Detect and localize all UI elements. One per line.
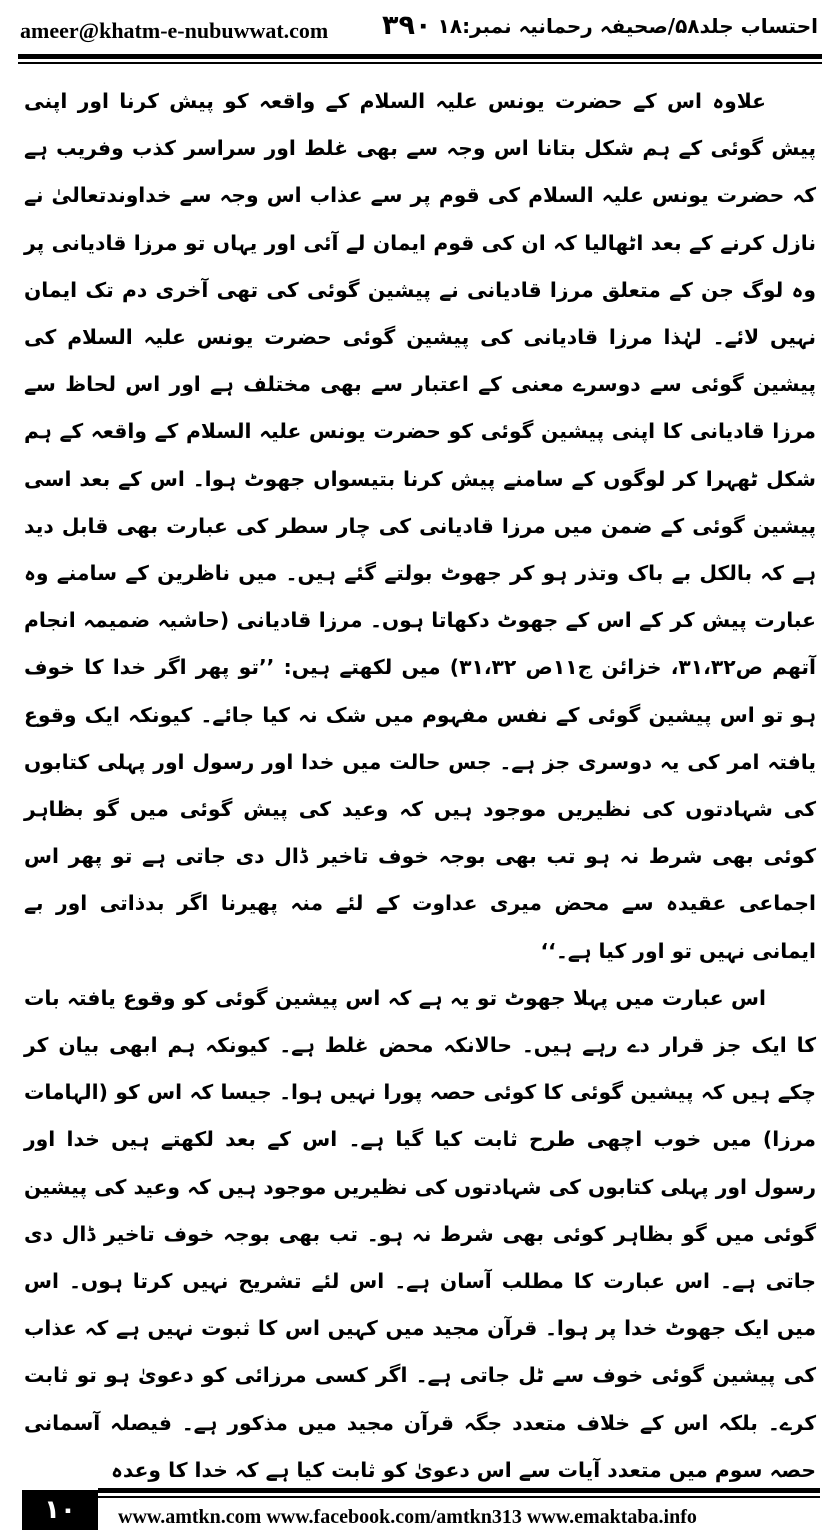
footer-page-number: ۱۰ bbox=[22, 1490, 98, 1530]
header-page-number: ۳۹۰ bbox=[382, 10, 432, 41]
paragraph-2: اس عبارت میں پہلا جھوٹ تو یہ ہے کہ اس پیشین گوئی کو وقوع یافتہ بات کا ایک جز قرار دے رہے ہیں۔ حالانکہ محض غلط ہے۔ کیونکہ ہم ابھی بیان کر چکے ہیں کہ پیشین گوئی کا کوئی حصہ پورا نہیں ہوا۔ جیسا کہ اس کو (الہامات مرزا) میں خوب اچھی طرح ثابت کیا گیا ہے۔ اس کے بعد لکھتے ہیں خدا اور رسول اور پہلی کتابوں کی شہادتوں کی نظیریں موجود ہیں کہ وعید کی پیشین گوئی میں گو بظاہر کوئی بھی شرط نہ ہو۔ تب بھی بوجہ خوف تاخیر ڈال دی جاتی ہے۔ اس عبارت کا مطلب آسان ہے۔ اس لئے تشریح نہیں کرتا ہوں۔ اس میں ایک جھوٹ خدا پر ہوا۔ قرآن مجید میں کہیں اس کا ثبوت نہیں ہے کہ عذاب کی پیشین گوئی خوف سے ٹل جاتی ہے۔ اگر کسی مرزائی کو دعویٰ ہو تو ثابت کرے۔ بلکہ اس کے خلاف متعدد جگہ قرآن مجید میں مذکور ہے۔ فیصلہ آسمانی حصہ سوم میں متعدد آیات سے اس دعویٰ کو ثابت کیا ہے کہ خدا کا وعدہ bbox=[24, 985, 816, 1482]
header-rule-thin bbox=[18, 62, 822, 64]
footer-rule-thin bbox=[98, 1496, 820, 1498]
footer-rule-thick bbox=[98, 1488, 820, 1493]
footer-urls: www.amtkn.com www.facebook.com/amtkn313 www.emaktaba.info bbox=[118, 1506, 697, 1528]
header-book-title: احتساب جلد۵۸/صحیفہ رحمانیہ نمبر:۱۸ bbox=[437, 14, 818, 38]
page-footer bbox=[0, 1486, 840, 1540]
header-rule-thick bbox=[18, 54, 822, 59]
paragraph-1: علاوہ اس کے حضرت یونس علیہ السلام کے واقعہ کو پیش کرنا اور اپنی پیش گوئی کے ہم شکل بتانا اس وجہ سے بھی غلط اور سراسر کذب وفریب ہے کہ حضرت یونس علیہ السلام کی قوم پر سے عذاب اس وجہ سے خداوندتعالیٰ نے نازل کرنے کے بعد اٹھالیا کہ ان کی قوم ایمان لے آئی اور یہاں تو مرزا قادیانی پر وہ لوگ جن کے متعلق مرزا قادیانی نے پیشین گوئی کی تھی آخری دم تک ایمان نہیں لائے۔ لہٰذا مرزا قادیانی کی پیشین گوئی حضرت یونس علیہ السلام کی پیشین گوئی سے دوسرے معنی کے اعتبار سے بھی مختلف ہے اور اس لحاظ سے مرزا قادیانی کا اپنی پیشین گوئی کو حضرت یونس علیہ السلام کے واقعہ کے ہم شکل ٹھہرا کر لوگوں کے سامنے پیش کرنا بتیسواں جھوٹ ہوا۔ اس کے بعد اسی پیشین گوئی کے ضمن میں مرزا قادیانی کی چار سطر کی عبارت بھی قابل دید ہے کہ بالکل بے باک وتذر ہو کر جھوٹ بولتے گئے ہیں۔ میں ناظرین کے سامنے وہ عبارت پیش کر کے اس کے جھوٹ دکھاتا ہوں۔ مرزا قادیانی (حاشیہ ضمیمہ انجام آتھم ص۳۱،۳۲، خزائن ج۱۱ص ۳۱،۳۲) میں لکھتے ہیں: ’’تو پھر اگر خدا کا خوف ہو تو اس پیشین گوئی کے نفس مفہوم میں شک نہ کیا جائے۔ کیونکہ ایک وقوع یافتہ امر کی یہ دوسری جز ہے۔ جس حالت میں خدا اور رسول اور پہلی کتابوں کی شہادتوں کی نظیریں موجود ہیں کہ وعید کی پیش گوئی میں گو بظاہر کوئی بھی شرط نہ ہو تب بھی بوجہ خوف تاخیر ڈال دی جاتی ہے تو پھر اس اجماعی عقیدہ سے محض میری عداوت کے لئے منہ پھیرنا اگر بدذاتی اور بے ایمانی نہیں تو اور کیا ہے۔‘‘ bbox=[24, 89, 816, 963]
page-body bbox=[24, 78, 816, 1494]
header-email: ameer@khatm-e-nubuwwat.com bbox=[20, 18, 329, 43]
page-header bbox=[0, 0, 840, 62]
